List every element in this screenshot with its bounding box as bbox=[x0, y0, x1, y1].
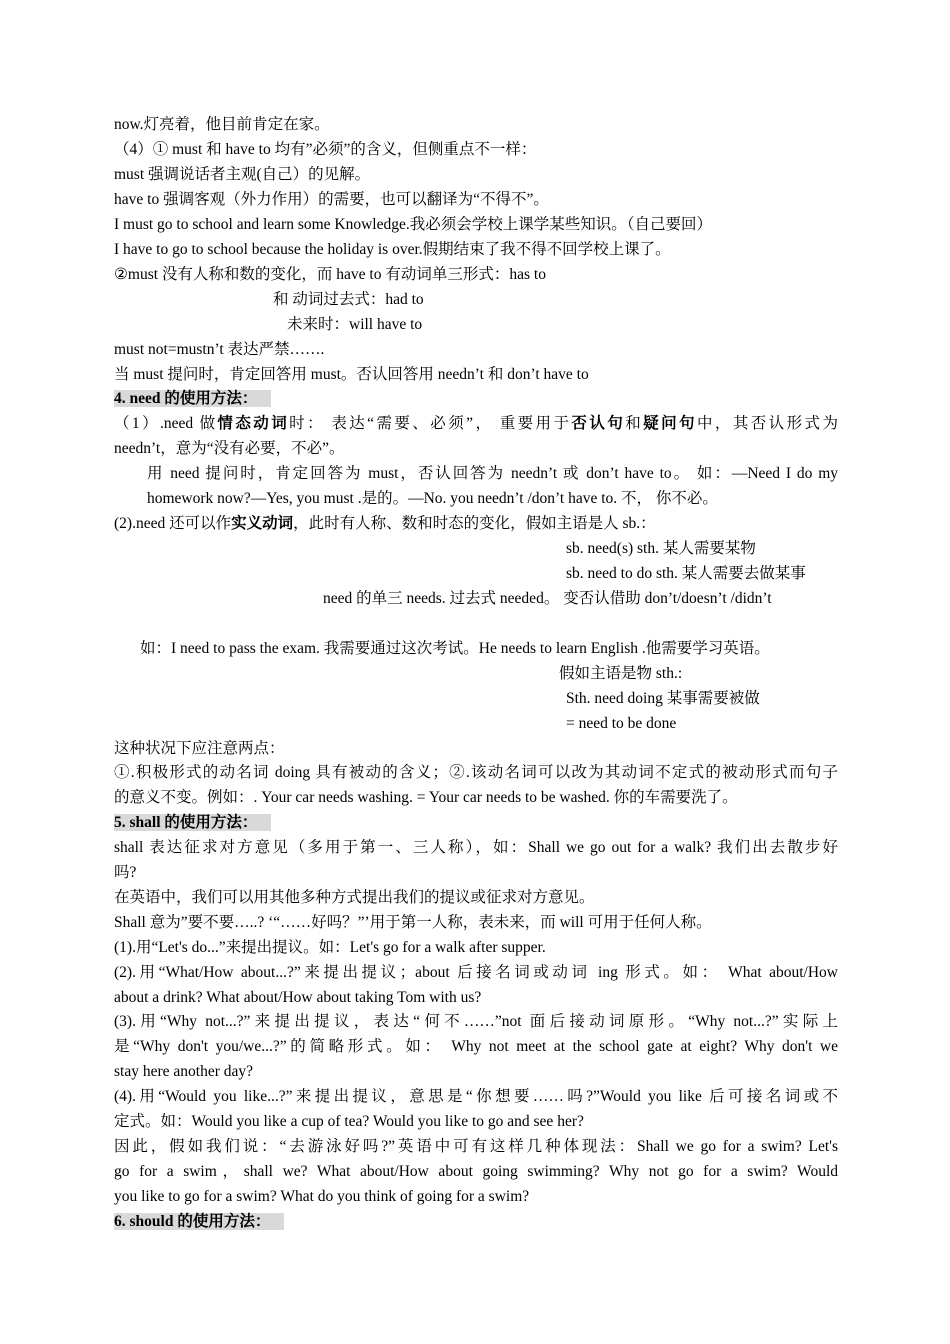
bold-term: 情态动词 bbox=[217, 415, 290, 432]
text-run: ，此时有人称、数和时态的变化，假如主语是人 sb.： bbox=[293, 515, 656, 532]
text-line: 这种状况下应注意两点： bbox=[114, 740, 285, 757]
text-line: I have to go to school because the holiday is over.假期结束了我不得不回学校上课了。 bbox=[114, 241, 671, 258]
text-line: sb. need(s) sth. 某人需要某物 bbox=[566, 540, 756, 557]
text-line: must not=mustn’t 表达严禁……. bbox=[114, 341, 325, 358]
text-line: = need to be done bbox=[566, 715, 677, 732]
text-line: need 的单三 needs. 过去式 needed。 变否认借助 don’t/doesn’t /didn’t bbox=[323, 590, 772, 607]
text-line: 在英语中，我们可以用其他多种方式提出我们的提议或征求对方意见。 bbox=[114, 889, 595, 906]
text-line: (3).用“Why not...?”来提出提议，表达“何不……”not 面后接动词原形。“Why not...?”实际上 bbox=[114, 1013, 838, 1030]
text-line: (4).用“Would you like...?”来提出提议，意思是“你想要……吗?”Would you like 后可接名词或不 bbox=[114, 1088, 838, 1105]
text-line: about a drink? What about/How about taking Tom with us? bbox=[114, 989, 482, 1006]
text-run: (2).need 还可以作 bbox=[114, 515, 232, 532]
text-line: ①.积极形式的动名词 doing 具有被动的含义；②.该动名词可以改为其动词不定式的被动形式而句子 bbox=[114, 764, 838, 781]
text-line: 因此，假如我们说：“去游泳好吗?”英语中可有这样几种体现法：Shall we go for a swim? Let's bbox=[114, 1138, 838, 1155]
text-run: 中，其否认形式为 bbox=[696, 415, 838, 432]
text-line bbox=[114, 411, 838, 436]
text-run: （1）.need 做 bbox=[114, 415, 218, 432]
text-line: ②must 没有人称和数的变化，而 have to 有动词单三形式：has to bbox=[114, 266, 546, 283]
text-line: (1).用“Let's do...”来提出提议。如：Let's go for a walk after supper. bbox=[114, 939, 546, 956]
text-line: homework now?—Yes, you must .是的。—No. you needn’t /don’t have to. 不， 你不必。 bbox=[147, 490, 718, 507]
text-line: 吗? bbox=[114, 864, 137, 881]
bold-term: 疑问句 bbox=[643, 415, 697, 432]
text-line: must 强调说话者主观(自己）的见解。 bbox=[114, 166, 371, 183]
text-run: 时： 表达“需要、必须”， 重要用于 bbox=[289, 415, 572, 432]
text-line: 用 need 提问时，肯定回答为 must，否认回答为 needn’t 或 don’t have to。 如：—Need I do my bbox=[147, 465, 838, 482]
bold-term: 实义动词 bbox=[231, 515, 294, 532]
section-heading-shall bbox=[114, 810, 838, 835]
text-line bbox=[114, 511, 838, 536]
section-heading-need bbox=[114, 386, 838, 411]
heading-text: 4. need 的使用方法： bbox=[114, 390, 271, 407]
heading-text: 5. shall 的使用方法： bbox=[114, 814, 271, 831]
heading-text: 6. should 的使用方法： bbox=[114, 1213, 284, 1230]
text-line: have to 强调客观（外力作用）的需要，也可以翻译为“不得不”。 bbox=[114, 191, 549, 208]
text-line: 是“Why don't you/we...?”的简略形式。如： Why not meet at the school gate at eight? Why don't we bbox=[114, 1038, 838, 1055]
text-line: stay here another day? bbox=[114, 1063, 254, 1080]
text-line: (2).用“What/How about...?”来提出提议；about 后接名词或动词 ing 形式。如： What about/How bbox=[114, 964, 838, 981]
text-line: 的意义不变。例如：. Your car needs washing. = Your car needs to be washed. 你的车需要洗了。 bbox=[114, 789, 738, 806]
bold-term: 否认句 bbox=[571, 415, 626, 432]
text-line: sb. need to do sth. 某人需要去做某事 bbox=[566, 565, 806, 582]
text-line: now.灯亮着，他目前肯定在家。 bbox=[114, 116, 330, 133]
text-line: 假如主语是物 sth.: bbox=[559, 665, 683, 682]
text-line: 当 must 提问时，肯定回答用 must。否认回答用 needn’t 和 don’t have to bbox=[114, 366, 589, 383]
text-line: Sth. need doing 某事需要被做 bbox=[566, 690, 760, 707]
text-run: 和 bbox=[625, 415, 644, 432]
text-line: you like to go for a swim? What do you think of going for a swim? bbox=[114, 1188, 530, 1205]
text-line: 如：I need to pass the exam. 我需要通过这次考试。He needs to learn English .他需要学习英语。 bbox=[140, 640, 770, 657]
text-line: shall 表达征求对方意见（多用于第一、三人称），如：Shall we go out for a walk? 我们出去散步好 bbox=[114, 839, 838, 856]
text-line: （4）① must 和 have to 均有”必须”的含义，但侧重点不一样： bbox=[114, 141, 537, 158]
text-line: 定式。如：Would you like a cup of tea? Would you like to go and see her? bbox=[114, 1113, 584, 1130]
text-line: go for a swim，shall we? What about/How about going swimming? Why not go for a swim? Would bbox=[114, 1163, 838, 1180]
text-line: 和 动词过去式：had to bbox=[273, 291, 424, 308]
text-line: needn’t，意为“没有必要，不必”。 bbox=[114, 440, 345, 457]
text-line: 未来时：will have to bbox=[287, 316, 423, 333]
section-heading-should bbox=[114, 1209, 838, 1234]
text-line: Shall 意为”要不要…..? ‘“……好吗？”’用于第一人称，表未来，而 will 可用于任何人称。 bbox=[114, 914, 712, 931]
text-line: I must go to school and learn some Knowledge.我必须会学校上课学某些知识。（自己要回） bbox=[114, 216, 712, 233]
